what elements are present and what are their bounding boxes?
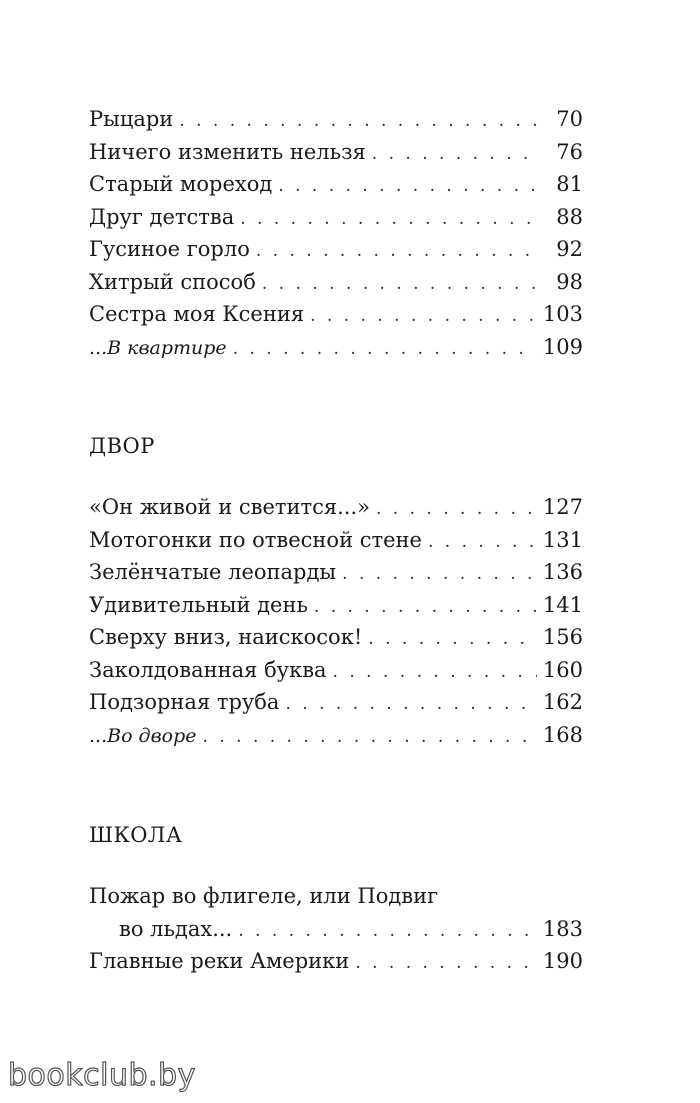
toc-entry-title: Подзорная труба bbox=[89, 690, 280, 714]
toc-entry-page-number: 141 bbox=[542, 592, 583, 617]
toc-entry bbox=[89, 686, 583, 719]
toc-entry-title: Заколдованная буква bbox=[89, 657, 327, 682]
toc-entry-title: Удивительный день bbox=[89, 592, 308, 617]
toc-entry-title: Мотогонки по отвесной стене bbox=[89, 527, 422, 552]
toc-entry-page-number: 136 bbox=[542, 560, 583, 584]
dot-leader bbox=[278, 170, 541, 202]
toc-entry-page-number: 131 bbox=[542, 527, 583, 552]
dot-leader bbox=[240, 203, 541, 235]
toc-entry bbox=[89, 913, 583, 946]
dot-leader bbox=[238, 915, 537, 947]
toc-entry bbox=[89, 945, 583, 978]
toc-entry-page-number: 190 bbox=[542, 949, 583, 973]
toc-entry-title: Старый мореход bbox=[89, 172, 273, 196]
toc-entry bbox=[89, 491, 583, 524]
toc-entry bbox=[89, 719, 583, 752]
watermark-logo: bookclub.by bbox=[8, 1058, 196, 1093]
toc-entry bbox=[89, 331, 583, 364]
toc-entry bbox=[89, 556, 583, 589]
dot-leader bbox=[376, 493, 537, 525]
toc-section-1 bbox=[89, 103, 583, 363]
toc-entry-page-number: 156 bbox=[542, 625, 583, 649]
toc-entry-page-number: 98 bbox=[556, 269, 583, 294]
toc-section-shkola bbox=[89, 880, 583, 978]
section-heading-dvor: ДВОР bbox=[89, 434, 155, 458]
toc-entry bbox=[89, 136, 583, 169]
toc-entry-title: Гусиное горло bbox=[89, 237, 250, 261]
toc-entry bbox=[89, 654, 583, 687]
toc-entry bbox=[89, 103, 583, 136]
dot-leader bbox=[355, 947, 537, 979]
toc-entry-page-number: 127 bbox=[542, 495, 583, 519]
toc-entry-title: Зелёнчатые леопарды bbox=[89, 560, 337, 584]
toc-entry-page-number: 81 bbox=[556, 172, 583, 196]
toc-entry bbox=[89, 621, 583, 654]
dot-leader bbox=[314, 591, 537, 623]
toc-entry-page-number: 183 bbox=[542, 916, 583, 941]
dot-leader bbox=[368, 623, 537, 655]
toc-section-dvor bbox=[89, 491, 583, 751]
toc-entry-page-number: 103 bbox=[542, 302, 583, 326]
toc-entry-title: Ничего изменить нельзя bbox=[89, 139, 366, 164]
toc-entry bbox=[89, 298, 583, 331]
toc-entry-title: Главные реки Америки bbox=[89, 949, 350, 973]
toc-entry bbox=[89, 233, 583, 266]
toc-entry-title: Друг детства bbox=[89, 204, 235, 229]
toc-entry bbox=[89, 880, 583, 913]
toc-entry bbox=[89, 524, 583, 557]
toc-entry-page-number: 162 bbox=[542, 690, 583, 714]
toc-entry-title: «Он живой и светится...» bbox=[89, 495, 370, 519]
toc-entry-title: Сверху вниз, наискосок! bbox=[89, 625, 363, 649]
toc-entry bbox=[89, 589, 583, 622]
toc-entry-page-number: 76 bbox=[556, 139, 583, 164]
dot-leader bbox=[262, 268, 541, 300]
toc-entry-title: Хитрый способ bbox=[89, 269, 256, 294]
toc-entry-page-number: 168 bbox=[542, 722, 583, 747]
dot-leader bbox=[179, 105, 541, 137]
toc-entry-page-number: 88 bbox=[556, 204, 583, 229]
toc-entry-title: ...В квартире bbox=[89, 336, 227, 359]
toc-entry-page-number: 160 bbox=[542, 657, 583, 682]
dot-leader bbox=[428, 526, 537, 558]
toc-entry bbox=[89, 266, 583, 299]
toc-entry-title: Сестра моя Ксения bbox=[89, 302, 305, 326]
toc-entry-title: Пожар во флигеле, или Подвиг bbox=[89, 884, 439, 908]
toc-entry-title: во льдах... bbox=[119, 916, 233, 941]
toc-entry-page-number: 92 bbox=[556, 237, 583, 261]
toc-entry bbox=[89, 201, 583, 234]
section-heading-shkola: ШКОЛА bbox=[89, 823, 183, 847]
dot-leader bbox=[310, 300, 537, 332]
toc-entry-page-number: 70 bbox=[556, 107, 583, 131]
dot-leader bbox=[342, 558, 537, 590]
dot-leader bbox=[285, 688, 536, 720]
toc-entry bbox=[89, 168, 583, 201]
dot-leader bbox=[203, 721, 537, 753]
dot-leader bbox=[233, 333, 537, 365]
toc-entry-title: ...Во дворе bbox=[89, 724, 197, 747]
dot-leader bbox=[333, 656, 537, 688]
toc-entry-page-number: 109 bbox=[542, 334, 583, 359]
toc-entry-title: Рыцари bbox=[89, 107, 174, 131]
dot-leader bbox=[372, 138, 541, 170]
dot-leader bbox=[256, 235, 541, 267]
